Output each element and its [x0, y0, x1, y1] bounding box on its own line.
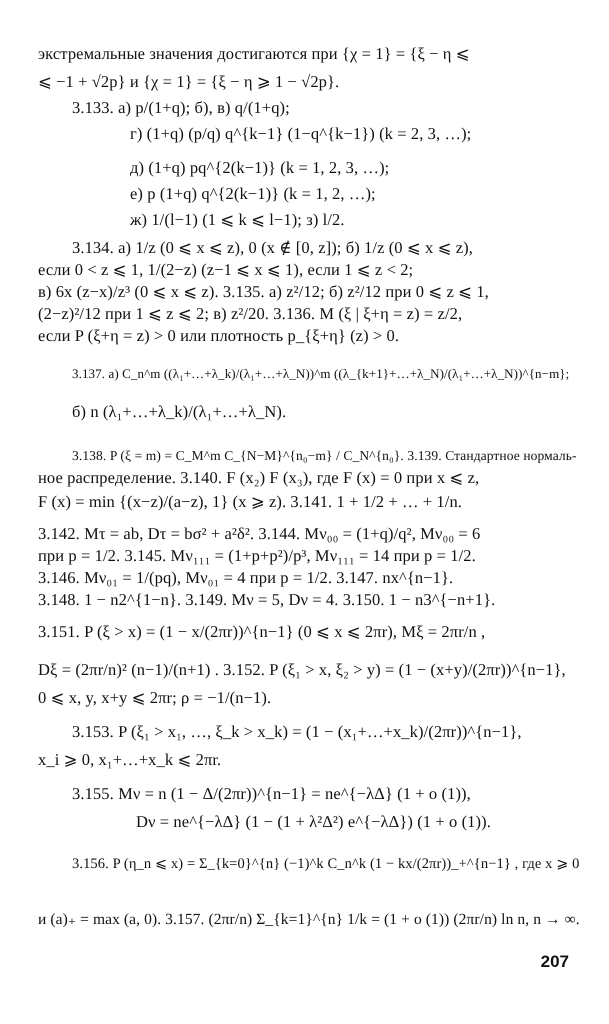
text-line: в) 6x (z−x)/z³ (0 ⩽ x ⩽ z). 3.135. а) z²/12; б) z²/12 при 0 ⩽ z ⩽ 1,	[38, 282, 489, 301]
text-line: 3.146. Mν₀₁ = 1/(pq), Mν₀₁ = 4 при p = 1/2. 3.147. nx^{n−1}.	[38, 568, 454, 587]
text-line: 3.155. Mν = n (1 − Δ/(2πr))^{n−1} = ne^{−λΔ} (1 + o (1)),	[72, 784, 471, 803]
text-line: если P (ξ+η = z) > 0 или плотность p_{ξ+η} (z) > 0.	[38, 326, 400, 345]
text-line: е) p (1+q) q^{2(k−1)} (k = 1, 2, …);	[130, 184, 376, 203]
text-line: 3.148. 1 − n2^{1−n}. 3.149. Mν = 5, Dν = 4. 3.150. 1 − n3^{−n+1}.	[38, 590, 496, 609]
text-line: 0 ⩽ x, y, x+y ⩽ 2πr; ρ = −1/(n−1).	[38, 688, 272, 707]
text-line: г) (1+q) (p/q) q^{k−1} (1−q^{k−1}) (k = 2, 3, …);	[130, 124, 472, 143]
text-line: Dν = ne^{−λΔ} (1 − (1 + λ²Δ²) e^{−λΔ}) (1 + o (1)).	[136, 812, 491, 831]
text-line: 3.134. а) 1/z (0 ⩽ x ⩽ z), 0 (x ∉ [0, z]); б) 1/z (0 ⩽ x ⩽ z),	[72, 238, 473, 257]
text-line: x_i ⩾ 0, x₁+…+x_k ⩽ 2πr.	[38, 750, 222, 769]
text-line: если 0 < z ⩽ 1, 1/(2−z) (z−1 ⩽ x ⩽ 1), если 1 ⩽ z < 2;	[38, 260, 414, 279]
text-line: при p = 1/2. 3.145. Mν₁₁₁ = (1+p+p²)/p³, Mν₁₁₁ = 14 при p = 1/2.	[38, 546, 476, 565]
text-line: (2−z)²/12 при 1 ⩽ z ⩽ 2; в) z²/20. 3.136. M (ξ | ξ+η = z) = z/2,	[38, 304, 463, 323]
text-line: ное распределение. 3.140. F (x₂) F (x₃), где F (x) = 0 при x ⩽ z,	[38, 468, 480, 487]
text-line: экстремальные значения достигаются при {χ = 1} = {ξ − η ⩽	[38, 44, 470, 63]
text-line: ж) 1/(l−1) (1 ⩽ k ⩽ l−1); з) l/2.	[130, 210, 345, 229]
text-line: б) n (λ₁+…+λ_k)/(λ₁+…+λ_N).	[72, 402, 287, 421]
text-line: д) (1+q) pq^{2(k−1)} (k = 1, 2, 3, …);	[130, 158, 390, 177]
text-line: F (x) = min {(x−z)/(a−z), 1} (x ⩾ z). 3.141. 1 + 1/2 + … + 1/n.	[38, 492, 463, 511]
page-number: 207	[540, 952, 569, 971]
text-line: 3.156. P (η_n ⩽ x) = Σ_{k=0}^{n} (−1)^k C_n^k (1 − kx/(2πr))_+^{n−1} , где x ⩾ 0	[72, 856, 580, 872]
text-line: ⩽ −1 + √2p} и {χ = 1} = {ξ − η ⩾ 1 − √2p}.	[38, 72, 340, 91]
text-line: 3.151. P (ξ > x) = (1 − x/(2πr))^{n−1} (0 ⩽ x ⩽ 2πr), Mξ = 2πr/n ,	[38, 622, 486, 641]
text-line: 3.133. а) p/(1+q); б), в) q/(1+q);	[72, 98, 290, 117]
text-line: и (a)₊ = max (a, 0). 3.157. (2πr/n) Σ_{k=1}^{n} 1/k = (1 + o (1)) (2πr/n) ln n, n → ∞.	[38, 911, 580, 928]
text-line: 3.153. P (ξ₁ > x₁, …, ξ_k > x_k) = (1 − (x₁+…+x_k)/(2πr))^{n−1},	[72, 722, 522, 741]
text-line: 3.138. P (ξ = m) = C_M^m C_{N−M}^{n₀−m} / C_N^{n₀}. 3.139. Стандартное нормаль-	[72, 448, 577, 463]
text-line: 3.142. Mτ = ab, Dτ = bσ² + a²δ². 3.144. Mν₀₀ = (1+q)/q², Mν₀₀ = 6	[38, 524, 481, 543]
text-line: 3.137. а) C_n^m ((λ₁+…+λ_k)/(λ₁+…+λ_N))^m ((λ_{k+1}+…+λ_N)/(λ₁+…+λ_N))^{n−m};	[72, 366, 570, 381]
text-line: Dξ = (2πr/n)² (n−1)/(n+1) . 3.152. P (ξ₁ > x, ξ₂ > y) = (1 − (x+y)/(2πr))^{n−1},	[38, 660, 566, 679]
